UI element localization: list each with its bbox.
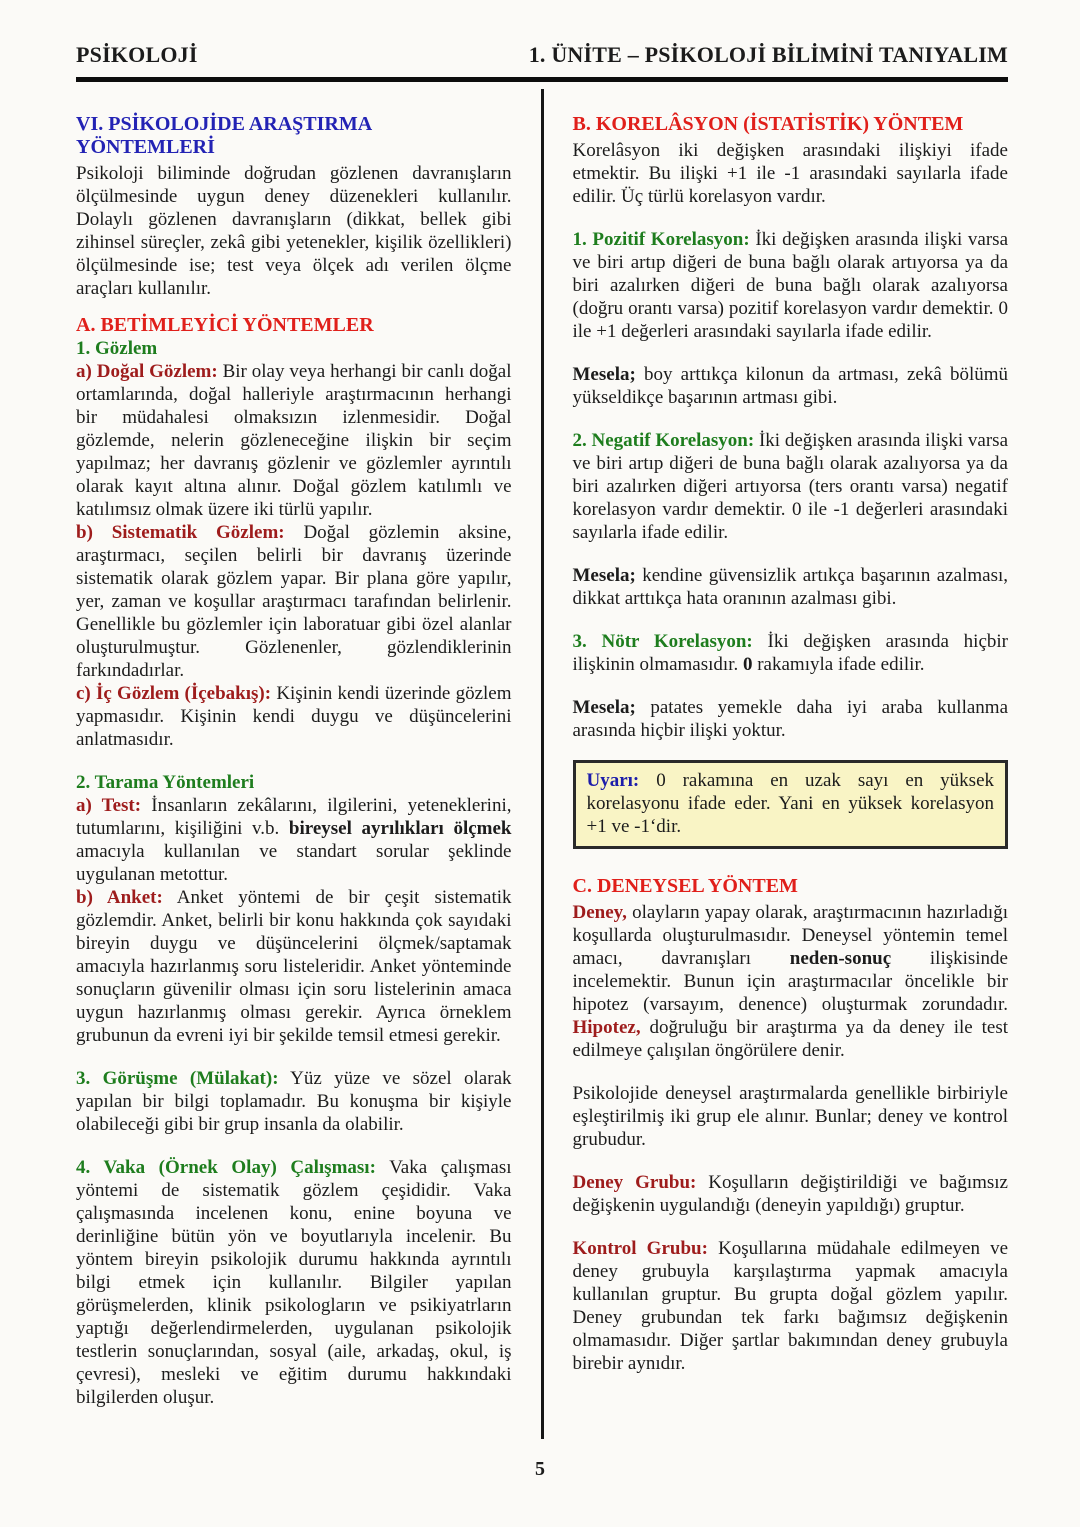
warning-text: 0 rakamına en uzak sayı en yüksek korelasyonu ifade eder. Yani en yüksek korelasyon +1 ve -1‘dir. — [586, 770, 995, 837]
interview-paragraph — [76, 1067, 512, 1136]
section-heading-research-methods: VI. PSİKOLOJİDE ARAŞTIRMA YÖNTEMLERİ — [76, 113, 372, 158]
example-positive-paragraph — [573, 363, 1009, 409]
case-study-label: 4. Vaka (Örnek Olay) Çalışması: — [76, 1157, 376, 1178]
case-study-text: Vaka çalışması yöntemi de sistematik gözlem çeşididir. Vaka çalışmasında incelenen konu, enine boyuna ve derinliğine bütün yön ve boyutlarıyla incelenir. Bu yöntem bireyin psikolojik durumu hakkında ayrıntılı bilgi etmek için kullanılır. Bilgiler yapılan görüşmelerden, klinik psikologların ve psikiyatrların yaptığı değerlendirmelerden, uygulanan psikolojik testlerin sonuçlarından, sosyal (aile, arkadaş, okul, iş çevresi), mesleki ve eğitim durumu hakkındaki bilgilerden oluşur. — [76, 1157, 512, 1408]
experimental-group-label: Deney Grubu: — [572, 1172, 697, 1193]
test-paragraph — [76, 794, 512, 886]
experiment-bold-phrase: neden-sonuç — [789, 948, 892, 969]
example-negative-text: kendine güvensizlik artıkça başarının azalması, dikkat arttıkça hata oranının azalması gibi. — [572, 565, 1008, 609]
heading-observation: 1. Gözlem — [76, 338, 158, 359]
example-positive-label: Mesela; — [572, 364, 636, 385]
warning-paragraph — [587, 769, 995, 838]
heading-descriptive-methods: A. BETİMLEYİCİ YÖNTEMLER — [76, 314, 374, 336]
example-negative-paragraph — [573, 564, 1009, 610]
systematic-observation-paragraph — [76, 521, 512, 682]
introspection-label: c) İç Gözlem (İçebakış): — [76, 683, 272, 704]
systematic-observation-text: Doğal gözlemin aksine, araştırmacı, seçilen belirli bir davranış üzerinde sistematik olarak gözlem yapar. Bir plana göre yapılır, yer, zaman ve koşullar araştırmacı tarafından belirlenir. Genellikle bu gözlemler için laboratuar gibi özel alanlar oluşturulmuştur. Gözlenenler, gözlendiklerinin farkındadırlar. — [76, 522, 512, 681]
questionnaire-text: Anket yöntemi de bir çeşit sistematik gözlemdir. Anket, belirli bir konu hakkında çok sayıdaki bireyin duygu ve düşüncelerini ölçmek/saptamak amacıyla hazırlanmış soru listeleridir. Anket yönteminde sonuçların güvenilir olması için soru listelerinin amaca uygun hazırlanmış olması gerekir. Ayrıca örneklem grubunun da evreni iyi bir şekilde temsil etmesi gerekir. — [76, 887, 512, 1046]
negative-correlation-paragraph — [573, 429, 1009, 544]
negative-correlation-label: 2. Negatif Korelasyon: — [572, 430, 755, 451]
book-title: PSİKOLOJİ — [76, 42, 198, 67]
heading-experimental-method: C. DENEYSEL YÖNTEM — [572, 875, 798, 897]
hypothesis-label: Hipotez, — [572, 1017, 641, 1038]
case-study-paragraph — [76, 1156, 512, 1409]
questionnaire-paragraph — [76, 886, 512, 1047]
example-negative-label: Mesela; — [572, 565, 636, 586]
heading-survey-methods: 2. Tarama Yöntemleri — [76, 772, 255, 793]
interview-text: Yüz yüze ve sözel olarak yapılan bir bilgi toplamadır. Bu konuşma bir kişiyle olabileceği gibi bir grup insanla da olabilir. — [76, 1068, 512, 1135]
example-neutral-paragraph — [573, 696, 1009, 742]
negative-correlation-text: İki değişken arasında ilişki varsa ve biri artıp diğeri de buna bağlı olarak azalıyorsa ya da biri azalırken diğeri artıyorsa (ters orantı varsa) negatif korelasyon vardır demektir. 0 ile -1 değerleri arasındaki sayılarla ifade edilir. — [572, 430, 1008, 543]
control-group-text: Koşullarına müdahale edilmeyen ve deney grubuyla karşılaştırma yapmak amacıyla kullanılan gruptur. Bu grupta doğal gözlem yapılır. Deney grubundan tek farkı bağımsız değişkenin olmamasıdır. Diğer şartlar bakımından deney grubuyla birebir aynıdır. — [572, 1238, 1008, 1374]
interview-label: 3. Görüşme (Mülakat): — [76, 1068, 279, 1089]
unit-title: 1. ÜNİTE – PSİKOLOJİ BİLİMİNİ TANIYALIM — [528, 42, 1008, 67]
experimental-group-paragraph — [573, 1171, 1009, 1217]
warning-box — [573, 760, 1009, 849]
positive-correlation-label: 1. Pozitif Korelasyon: — [572, 229, 750, 250]
groups-paragraph: Psikolojide deneysel araştırmalarda genellikle birbiriyle eşleştirilmiş iki grup ele alınır. Bunlar; deney ve kontrol grubudur. — [572, 1083, 1008, 1150]
column-divider — [541, 89, 544, 1439]
neutral-correlation-paragraph — [573, 630, 1009, 676]
experiment-label: Deney, — [572, 902, 627, 923]
neutral-correlation-text-1: İki değişken arasında hiçbir ilişkinin olmamasıdır. — [572, 631, 1008, 675]
page-number: 5 — [535, 1458, 545, 1480]
neutral-correlation-zero: 0 — [742, 654, 753, 675]
test-text-2: amacıyla kullanılan ve standart sorular şeklinde uygulanan metottur. — [76, 841, 512, 885]
page-header — [76, 42, 1008, 68]
two-column-layout — [76, 89, 1008, 1439]
left-column — [76, 89, 512, 1439]
systematic-observation-label: b) Sistematik Gözlem: — [76, 522, 285, 543]
questionnaire-label: b) Anket: — [76, 887, 163, 908]
test-bold-phrase: bireysel ayrılıkları ölçmek — [288, 818, 512, 839]
experimental-group-text: Koşulların değiştirildiği ve bağımsız değişkenin uygulandığı (deneyin yapıldığı) gruptur. — [572, 1172, 1008, 1216]
natural-observation-text: Bir olay veya herhangi bir canlı doğal ortamlarında, doğal halleriyle araştırmacının herhangi bir müdahalesi olmaksızın izlenmesidir. Doğal gözlemde, nelerin gözleneceğine ilişkin bir seçim yapılmaz; her davranış gözlenir ve gözlemler ayrıntılı olarak kayıt altına alınır. Doğal gözlem katılımlı ve katılımsız olmak üzere iki türlü yapılır. — [76, 361, 512, 520]
example-neutral-label: Mesela; — [572, 697, 636, 718]
test-label: a) Test: — [76, 795, 142, 816]
introspection-text: Kişinin kendi üzerinde gözlem yapmasıdır. Kişinin kendi duygu ve düşüncelerini anlatmasıdır. — [76, 683, 512, 750]
experiment-paragraph — [573, 901, 1009, 1062]
natural-observation-label: a) Doğal Gözlem: — [76, 361, 218, 382]
right-column — [573, 89, 1009, 1439]
example-positive-text: boy arttıkça kilonun da artması, zekâ bölümü yükseldikçe başarının artması gibi. — [572, 364, 1008, 408]
experiment-text-1: olayların yapay olarak, araştırmacının hazırladığı koşullarda oluşturulmasıdır. Deneysel yöntemin temel amacı, davranışları — [572, 902, 1008, 969]
positive-correlation-paragraph — [573, 228, 1009, 343]
experiment-text-2: ilişkisinde incelemektir. Bunun için araştırmacılar öncelikle bir hipotez (varsayım, denence) oluşturmak zorundadır. — [572, 948, 1008, 1015]
warning-label: Uyarı: — [586, 770, 640, 791]
control-group-label: Kontrol Grubu: — [572, 1238, 708, 1259]
research-methods-intro: Psikoloji biliminde doğrudan gözlenen davranışların ölçülmesinde uygun deney düzenekleri kullanılır. Dolaylı gözlenen davranışların (dikkat, bellek gibi zihinsel süreçler, zekâ gibi yetenekler, kişilik özellikleri) ölçülmesinde ise; test veya ölçek adı verilen ölçme araçları kullanılır. — [76, 163, 512, 299]
example-neutral-text: patates yemekle daha iyi araba kullanma arasında hiçbir ilişki yoktur. — [572, 697, 1008, 741]
natural-observation-paragraph — [76, 360, 512, 521]
test-text-1: İnsanların zekâlarını, ilgilerini, yeteneklerini, tutumlarını, kişiliğini v.b. — [76, 795, 512, 839]
control-group-paragraph — [573, 1237, 1009, 1375]
correlation-intro: Korelâsyon iki değişken arasındaki ilişkiyi ifade etmektir. Bu ilişki +1 ile -1 arasındaki sayılarla ifade edilir. Üç türlü korelasyon vardır. — [572, 140, 1008, 207]
introspection-paragraph — [76, 682, 512, 751]
positive-correlation-text: İki değişken arasında ilişki varsa ve biri artıp diğeri de buna bağlı olarak artıyorsa ya da biri azalırken diğeri de buna bağlı olarak azalıyorsa (doğru orantı varsa) pozitif korelasyon vardır demektir. 0 ile +1 değerleri arasındaki sayılarla ifade edilir. — [572, 229, 1008, 342]
experiment-text-3: doğruluğu bir araştırma ya da deney ile test edilmeye çalışılan öngörülere denir. — [572, 1017, 1008, 1061]
neutral-correlation-label: 3. Nötr Korelasyon: — [572, 631, 753, 652]
header-rule — [76, 77, 1008, 82]
neutral-correlation-text-2: rakamıyla ifade edilir. — [752, 654, 925, 675]
heading-correlation-method: B. KORELÂSYON (İSTATİSTİK) YÖNTEM — [572, 113, 964, 135]
